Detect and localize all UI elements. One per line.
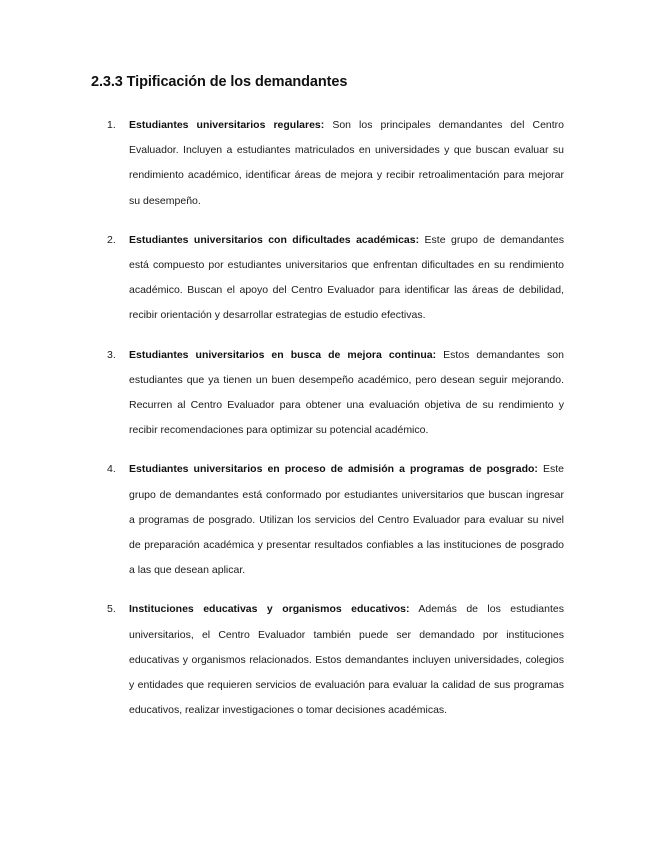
list-item-number: 5. [107,603,116,616]
list-item [0,228,655,329]
list-item [0,597,655,723]
list-item-body [129,597,564,723]
list-item-text: Son los principales demandantes del Centro Evaluador. Incluyen a estudiantes matriculados en universidades y que buscan evaluar su rendimiento académico, identificar áreas de mejora y recibir retroalimentación para mejorar su desempeño. [129,119,565,207]
list-item-number: 4. [107,463,116,476]
demandantes-list [0,113,655,737]
list-item-body [129,228,564,329]
list-item-title: Estudiantes universitarios con dificultades académicas: [129,233,420,246]
list-item-body [129,343,564,444]
list-item [0,343,655,444]
list-item-body [129,113,564,214]
list-item [0,457,655,583]
list-item-title: Estudiantes universitarios en busca de mejora continua: [129,348,437,361]
list-item-text: Este grupo de demandantes está conformado por estudiantes universitarios que buscan ingresar a programas de posgrado. Utilizan los servicios del Centro Evaluador para evaluar su nivel de preparación académica y presentar resultados confiables a las instituciones de posgrado a las que desean aplicar. [129,463,564,577]
list-item-title: Estudiantes universitarios regulares: [129,119,325,131]
list-item-text: Este grupo de demandantes está compuesto por estudiantes universitarios que enfrentan dificultades en su rendimiento académico. Buscan el apoyo del Centro Evaluador para identificar las áreas de debilidad, recibir orientación y desarrollar estrategias de estudio efectivas. [129,233,564,322]
list-item-title: Estudiantes universitarios en proceso de admisión a programas de posgrado: [129,463,538,476]
list-item-text: Además de los estudiantes universitarios, el Centro Evaluador también puede ser demandado por instituciones educativas y organismos relacionados. Estos demandantes incluyen universidades, colegios y entidades que requieren servicios de evaluación para evaluar la calidad de sus programas educativos, realizar investigaciones o tomar decisiones académicas. [129,603,564,717]
list-item-number: 2. [107,233,116,246]
list-item-text: Estos demandantes son estudiantes que ya tienen un buen desempeño académico, pero desean seguir mejorando. Recurren al Centro Evaluador para obtener una evaluación objetiva de su rendimiento y recibir recomendaciones para optimizar su potencial académico. [129,348,564,437]
list-item-title: Instituciones educativas y organismos educativos: [129,603,410,616]
list-item [0,113,655,214]
list-item-number: 3. [107,348,116,361]
section-heading: 2.3.3 Tipificación de los demandantes [91,74,348,90]
list-item-number: 1. [107,119,116,131]
list-item-body [129,457,564,583]
